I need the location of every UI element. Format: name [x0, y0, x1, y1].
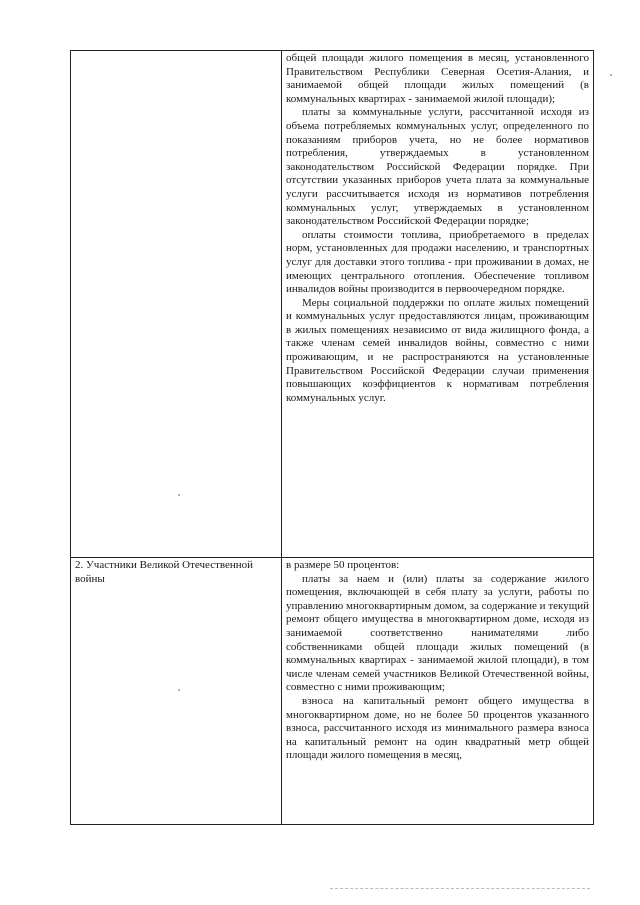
scan-speck: [610, 74, 612, 76]
footer-rule: [330, 888, 590, 889]
scan-speck: [178, 494, 180, 496]
measures-cell: [282, 51, 594, 558]
category-cell: [71, 51, 282, 558]
paragraph: оплаты стоимости топлива, приобретаемого в пределах норм, установленных для продажи населению, и транспортных услуг для доставки этого топлива - при проживании в домах, не имеющих центрального отопления. Обеспечение топливом инвалидов войны производится в первоочередном порядке.: [286, 228, 589, 296]
table-row: [71, 51, 594, 558]
paragraph: в размере 50 процентов:: [286, 559, 400, 571]
scan-speck: [178, 689, 180, 691]
paragraph: платы за коммунальные услуги, рассчитанной исходя из объема потребляемых коммунальных услуг, определенного по показаниям приборов учета, но не более нормативов потребления, утверждаемых в установленном законодательством Российской Федерации порядке. При отсутствии указанных приборов учета плата за коммунальные услуги рассчитывается исходя из нормативов потребления коммунальных услуг, утверждаемых в установленном законодательством Российской Федерации порядке;: [286, 106, 589, 228]
measures-cell: [282, 558, 594, 825]
paragraph: платы за наем и (или) платы за содержание жилого помещения, включающей в себя плату за услуги, работы по управлению многоквартирным домом, за содержание и текущий ремонт общего имущества в многоквартирном доме, исходя из занимаемой соответственно нанимателями либо собственниками общей площади жилых помещений (в коммунальных квартирах - занимаемой жилой площади), в том числе членам семей участников Великой Отечественной войны, совместно с ними проживающим;: [286, 572, 589, 694]
table-row: [71, 558, 594, 825]
benefits-table: [70, 50, 594, 825]
paragraph: взноса на капитальный ремонт общего имущества в многоквартирном доме, но не более 50 процентов указанного взноса, рассчитанного исходя из минимального размера взноса на капитальный ремонт на один квадратный метр общей площади жилого помещения в месяц,: [286, 694, 589, 762]
category-cell: [71, 558, 282, 825]
category-label: 2. Участники Великой Отечественной войны: [75, 559, 254, 585]
paragraph: Меры социальной поддержки по оплате жилых помещений и коммунальных услуг предоставляются лицам, проживающим в жилых помещениях независимо от вида жилищного фонда, а также членам семей инвалидов войны, совместно с ними проживающим, и не распространяются на установленные Правительством Российской Федерации случаи применения повышающих коэффициентов к нормативам потребления коммунальных услуг.: [286, 296, 589, 404]
paragraph: общей площади жилого помещения в месяц, установленного Правительством Республики Северная Осетия-Алания, и занимаемой общей площади жилых помещений (в коммунальных квартирах - занимаемой жилой площади);: [286, 52, 589, 105]
